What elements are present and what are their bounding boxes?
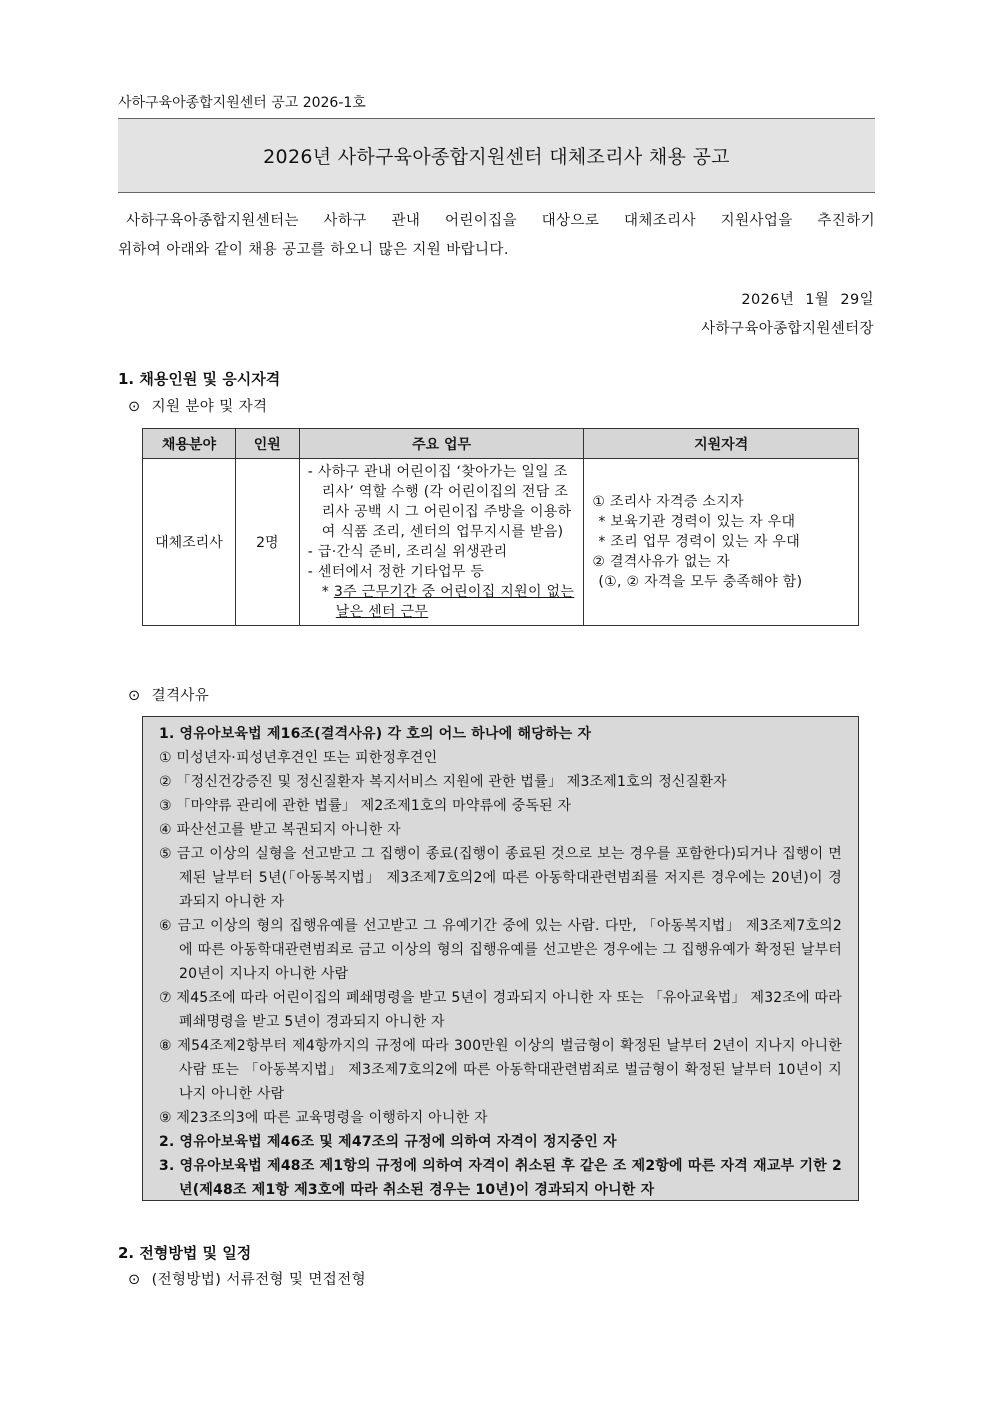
disqualification-item-1: 1. 영유아보육법 제16조(결격사유) 각 호의 어느 하나에 해당하는 자 (159, 726, 592, 742)
section-2-title: 2. 전형방법 및 일정 (118, 1244, 252, 1262)
disqualification-sub-item: ⑨ 제23조의3에 따른 교육명령을 이행하지 아니한 자 (159, 1110, 488, 1126)
disqualification-sub-item: ③ 「마약류 관리에 관한 법률」 제2조제1호의 마약류에 중독된 자 (159, 798, 572, 814)
notice-date: 2026년 1월 29일 (741, 292, 874, 308)
sub-heading-label: 지원 분야 및 자격 (151, 399, 268, 415)
duty-item: - 사하구 관내 어린이집 ‘찾아가는 일일 조리사’ 역할 수행 (각 어린이집의 전담 조리사 공백 시 그 어린이집 주방을 이용하여 식품 조리, 센터의 업무지시를 받음) (307, 464, 572, 540)
bullet-icon: ⊙ (128, 688, 141, 704)
document-title: 2026년 사하구육아종합지원센터 대체조리사 채용 공고 (263, 146, 730, 168)
disqualification-item-2: 2. 영유아보육법 제46조 및 제47조의 규정에 의하여 자격이 정지중인 자 (159, 1134, 617, 1150)
disqualification-box (142, 716, 859, 1201)
signoff-block (701, 286, 874, 344)
duty-item: - 센터에서 정한 기타업무 등 (307, 564, 485, 580)
qualification-item: * 조리 업무 경력이 있는 자 우대 (598, 534, 801, 550)
intro-paragraph (118, 207, 875, 265)
disqualification-sub-item: ① 미성년자·피성년후견인 또는 피한정후견인 (159, 750, 438, 766)
cell-duties (299, 459, 584, 626)
cell-field: 대체조리사 (143, 459, 236, 626)
col-header-qualifications: 지원자격 (584, 429, 859, 459)
duty-note-text: 3주 근무기간 중 어린이집 지원이 없는 날은 센터 근무 (333, 584, 575, 620)
intro-line-2: 위하여 아래와 같이 채용 공고를 하오니 많은 지원 바랍니다. (118, 242, 509, 258)
table-row (143, 459, 859, 626)
sub-heading-selection-method (128, 1268, 366, 1289)
qualification-item: * 보육기관 경력이 있는 자 우대 (598, 514, 796, 530)
sub-heading-disqualification (128, 684, 209, 705)
col-header-duties: 주요 업무 (299, 429, 584, 459)
cell-qualifications (584, 459, 859, 626)
bullet-icon: ⊙ (128, 399, 141, 415)
disqualification-sub-item: ⑥ 금고 이상의 형의 집행유예를 선고받고 그 유예기간 중에 있는 사람. 다만, 「아동복지법」 제3조제7호의2에 따른 아동학대관련범죄로 금고 이상의 형의 집행유예를 선고받은 경우에는 그 집행유예가 확정된 날부터 20년이 지나지 아니한 사람 (159, 918, 842, 982)
sub-heading-label: (전형방법) 서류전형 및 면접전형 (151, 1272, 367, 1288)
issuer: 사하구육아종합지원센터장 (701, 321, 874, 337)
disqualification-sub-item: ⑧ 제54조제2항부터 제4항까지의 규정에 따라 300만원 이상의 벌금형이 확정된 날부터 2년이 지나지 아니한 사람 또는 「아동복지법」 제3조제7호의2에 따른 아동학대관련범죄로 벌금형이 확정된 날부터 10년이 지나지 아니한 사람 (159, 1038, 842, 1102)
disqualification-sub-item: ⑤ 금고 이상의 실형을 선고받고 그 집행이 종료(집행이 종료된 것으로 보는 경우를 포함한다)되거나 집행이 면제된 날부터 5년(「아동복지법」 제3조제7호의2에 따른 아동학대관련범죄를 저지른 경우에는 20년)이 경과되지 아니한 자 (159, 846, 842, 910)
qualification-item: ② 결격사유가 없는 자 (592, 554, 731, 570)
col-header-count: 인원 (235, 429, 299, 459)
bullet-icon: ⊙ (128, 1272, 141, 1288)
col-header-field: 채용분야 (143, 429, 236, 459)
duty-note (308, 582, 578, 622)
notice-number: 사하구육아종합지원센터 공고 2026-1호 (118, 95, 366, 111)
disqualification-sub-item: ⑦ 제45조에 따라 어린이집의 폐쇄명령을 받고 5년이 경과되지 아니한 자 또는 「유아교육법」 제32조에 따라 폐쇄명령을 받고 5년이 경과되지 아니한 자 (159, 990, 842, 1030)
sub-heading-support-field (128, 395, 267, 416)
sub-heading-label: 결격사유 (151, 688, 210, 704)
table-header-row (143, 429, 859, 459)
disqualification-item-3: 3. 영유아보육법 제48조 제1항의 규정에 의하여 자격이 취소된 후 같은 조 제2항에 따른 자격 재교부 기한 2년(제48조 제1항 제3호에 따라 취소된 경우는 10년)이 경과되지 아니한 자 (159, 1158, 842, 1198)
disqualification-sub-item: ② 「정신건강증진 및 정신질환자 복지서비스 지원에 관한 법률」 제3조제1호의 정신질환자 (159, 774, 727, 790)
duty-note-star: * (321, 584, 330, 600)
section-1-title: 1. 채용인원 및 응시자격 (118, 370, 281, 388)
intro-line-1: 사하구육아종합지원센터는 사하구 관내 어린이집을 대상으로 대체조리사 지원사업을 추진하기 (126, 213, 875, 229)
recruitment-table (142, 428, 859, 626)
qualification-item: (①, ② 자격을 모두 충족해야 함) (598, 574, 803, 590)
disqualification-sub-item: ④ 파산선고를 받고 복권되지 아니한 자 (159, 822, 401, 838)
title-box (118, 118, 875, 193)
duty-item: - 급·간식 준비, 조리실 위생관리 (307, 544, 508, 560)
qualification-item: ① 조리사 자격증 소지자 (592, 494, 744, 510)
cell-count: 2명 (235, 459, 299, 626)
